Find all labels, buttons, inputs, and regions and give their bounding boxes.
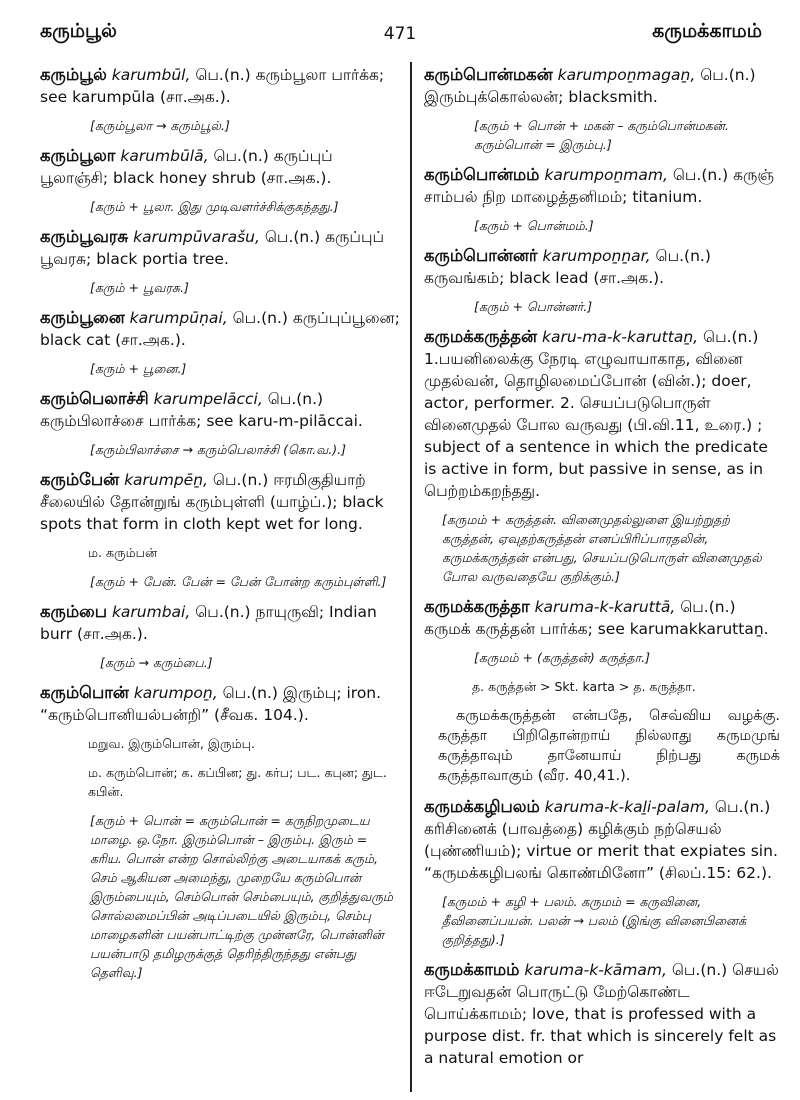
entry-transliteration: karumpūṇai,: [129, 309, 228, 327]
entry-transliteration: karumbūl,: [111, 66, 191, 84]
dictionary-entry: [424, 596, 780, 640]
entry-headword: கரும்பொன்: [40, 683, 129, 702]
entry-headword: கருமக்கருத்தன்: [424, 327, 538, 346]
cognate-note: மறுவ. இரும்பொன், இரும்பு.: [88, 736, 255, 751]
commentary-paragraph: கருமக்கருத்தன் என்பதே, செவ்விய வழக்கு. கருத்தா பிறிதொன்றாய் நில்லாது கருமமுங் கருத்தாவும் தானேயாய் நிற்பது கருமக் கருத்தாவாகும் (வீர. 40,41.).: [438, 708, 780, 784]
cognate-note: த. கருத்தன் > Skt. karta > த. கருத்தா.: [472, 679, 696, 694]
dictionary-entry: [40, 682, 402, 726]
etymology-note: [கரும் + பொன்னர்.]: [474, 299, 593, 314]
entry-transliteration: karu-ma-k-karuttaṉ,: [541, 328, 699, 346]
entry-transliteration: karuma-k-kāmam,: [524, 961, 667, 979]
entry-definition: பெ.(n.) செயல் ஈடேறுவதன் பொருட்டு மேற்கொண்ட பொய்க்காமம்; love, that is professed with a purpose dist. fr. that which is sincerely felt as a natural emotion or: [424, 961, 779, 1067]
entry-headword: கரும்பொன்மம்: [424, 165, 540, 184]
etymology-note: [கரும் + பூவரசு.]: [90, 280, 189, 295]
entry-definition: பெ.(n.) கரும்பிலாச்சை பார்க்க; see karu-m-pilāccai.: [40, 390, 363, 430]
page-header: [0, 0, 800, 52]
entry-definition: பெ.(n.) கருப்புப்பூனை; black cat (சா.அக.).: [40, 309, 400, 349]
entry-definition: பெ.(n.) கருப்புப் பூவரசு; black portia tree.: [40, 228, 385, 268]
entry-headword: கரும்பெலாச்சி: [40, 389, 149, 408]
dictionary-entry: [424, 796, 780, 884]
entry-headword: கரும்பூனை: [40, 308, 125, 327]
entry-headword: கரும்பூல்: [40, 65, 107, 84]
entry-headword: கருமக்கருத்தா: [424, 597, 530, 616]
entry-headword: கருமக்காமம்: [424, 960, 520, 979]
etymology-note: [கருமம் + கழி + பலம். கருமம் = கருவினை, தீவினைப்பயன். பலன் → பலம் (இங்கு வினைபினைக் குறித்தது).]: [442, 894, 747, 947]
cognate-note: ம. கரும்பொன்; க. கப்பின; து. கர்ப; பட. கபுன; துட. கபின்.: [88, 765, 387, 799]
etymology-note: [கரும்பிலாச்சை → கரும்பெலாச்சி (கொ.வ.).]: [90, 442, 346, 457]
etymology-note: [கரும் + பொன்மம்.]: [474, 218, 594, 233]
etymology-note: [கருமம் + (கருத்தன்) கருத்தா.]: [474, 650, 650, 665]
entry-headword: கரும்பொன்னர்: [424, 246, 538, 265]
running-head-left: கரும்பூல்: [40, 20, 117, 42]
right-column: [424, 64, 780, 1077]
etymology-note: [கரும் + பூனை.]: [90, 361, 187, 376]
entry-definition: பெ.(n.) கரிசினைக் (பாவத்தை) கழிக்கும் நற்செயல் (புண்ணியம்); virtue or merit that expiates sin. “கருமக்கழிபலங் கொண்மினோ” (சிலப்.15: 62.).: [424, 798, 778, 882]
running-head-right: கருமக்காமம்: [652, 20, 762, 42]
dictionary-entry: [424, 326, 780, 502]
entry-definition: பெ.(n.) ஈரமிகுதியாற் சீலையில் தோன்றுங் கரும்புள்ளி (யாழ்ப்.); black spots that form in cloth kept wet for long.: [40, 471, 384, 533]
entry-transliteration: karumpoṉṉar,: [542, 247, 651, 265]
etymology-note: [கரும் + பொன் = கரும்பொன் = கருநிறமுடைய மாழை. ஒ.நோ. இரும்பொன் – இரும்பு. இரும் = கரிய. பொன் என்ற சொல்லிற்கு அடையாகக் கரும், செம் ஆகியன அமைந்து, முறையே கரும்பொன் இரும்பையும், செம்பொன் செம்பையும், குறித்துவரும் சொல்லமைப்பின் அடிப்படையில் இரும்பு, செம்பு மாழைகளின் பயன்பாட்டிற்கு முன்னரே, பொன்னின் பயன்பாடு தமிழருக்குத் தெரிந்திருந்தது என்பது தெளிவு.]: [90, 813, 393, 980]
entry-headword: கருமக்கழிபலம்: [424, 797, 540, 816]
entry-headword: கரும்பை: [40, 602, 108, 621]
column-divider: [410, 62, 412, 1092]
entry-transliteration: karumbai,: [111, 603, 191, 621]
entry-definition: பெ.(n.) இரும்புக்கொல்லன்; blacksmith.: [424, 66, 756, 106]
page-number: 471: [383, 24, 417, 44]
cognate-note: ம. கரும்பன்: [88, 545, 158, 560]
dictionary-entry: [40, 469, 402, 535]
dictionary-entry: [424, 959, 780, 1069]
entry-headword: கரும்பூலா: [40, 146, 116, 165]
dictionary-entry: [40, 226, 402, 270]
etymology-note: [கரும் + பேன். பேன் = பேன் போன்ற கரும்புள்ளி.]: [90, 574, 387, 589]
entry-definition: பெ.(n.) கருப்புப் பூலாஞ்சி; black honey shrub (சா.அக.).: [40, 147, 333, 187]
entry-definition: பெ.(n.) நாயுருவி; Indian burr (சா.அக.).: [40, 603, 377, 643]
entry-transliteration: karumpoṉmagaṉ,: [557, 66, 696, 84]
entry-headword: கரும்பொன்மகன்: [424, 65, 553, 84]
etymology-note: [கரும் → கரும்பை.]: [100, 655, 213, 670]
dictionary-entry: [40, 388, 402, 432]
entry-transliteration: karumpūvarašu,: [133, 228, 260, 246]
etymology-note: [கரும்பூலா → கரும்பூல்.]: [90, 118, 230, 133]
dictionary-entry: [40, 145, 402, 189]
dictionary-entry: [424, 164, 780, 208]
dictionary-entry: [40, 601, 402, 645]
entry-transliteration: karuma-k-karuttā,: [534, 598, 676, 616]
entry-definition: பெ.(n.) கரும்பூலா பார்க்க; see karumpūla (சா.அக.).: [40, 66, 385, 106]
dictionary-entry: [40, 307, 402, 351]
left-column: [40, 64, 402, 992]
entry-transliteration: karumpoṉ,: [133, 684, 218, 702]
entry-definition: பெ.(n.) கருஞ் சாம்பல் நிற மாழைத்தனிமம்; titanium.: [424, 166, 775, 206]
entry-transliteration: karumpelācci,: [153, 390, 263, 408]
entry-headword: கரும்பூவரசு: [40, 227, 129, 246]
etymology-note: [கருமம் + கருத்தன். வினைமுதல்லுளை இயற்றுதற் கருத்தன், ஏவுதற்கருத்தன் எனப்பிரிப்பாரதலின், கருமக்கருத்தன் என்பது, செயப்படுபொருள் வினைமுதல் போல வருவதையே குறிக்கும்.]: [442, 512, 762, 584]
entry-headword: கரும்பேன்: [40, 470, 120, 489]
entry-definition: பெ.(n.) 1.பயனிலைக்கு நேரடி எழுவாயாகாத, வினை முதல்வன், தொழிலமைப்போன் (வின்.); doer, actor, performer. 2. செயப்படுபொருள் வினைமுதல் போல வருவது (பி.வி.11, உரை.) ; subject of a sentence in which the predicate is active in form, but passive in sense, as in பெற்றம்கறந்தது.: [424, 328, 768, 500]
entry-definition: பெ.(n.) கருமக் கருத்தன் பார்க்க; see karumakkaruttaṉ.: [424, 598, 769, 638]
entry-definition: பெ.(n.) இரும்பு; iron. “கரும்பொனியல்பன்றி” (சீவக. 104.).: [40, 684, 382, 724]
dictionary-entry: [40, 64, 402, 108]
entry-transliteration: karumpēṉ,: [124, 471, 208, 489]
entry-transliteration: karuma-k-kaḻi-palam,: [544, 798, 710, 816]
dictionary-entry: [424, 245, 780, 289]
dictionary-entry: [424, 64, 780, 108]
entry-definition: பெ.(n.) கருவங்கம்; black lead (சா.அக.).: [424, 247, 711, 287]
etymology-note: [கரும் + பூலா. இது முடிவளர்ச்சிக்குகந்தது.]: [90, 199, 339, 214]
etymology-note: [கரும் + பொன் + மகன் – கரும்பொன்மகன். கரும்பொன் = இரும்பு.]: [474, 118, 729, 152]
entry-transliteration: karumbūlā,: [120, 147, 209, 165]
entry-transliteration: karumpoṉmam,: [544, 166, 668, 184]
